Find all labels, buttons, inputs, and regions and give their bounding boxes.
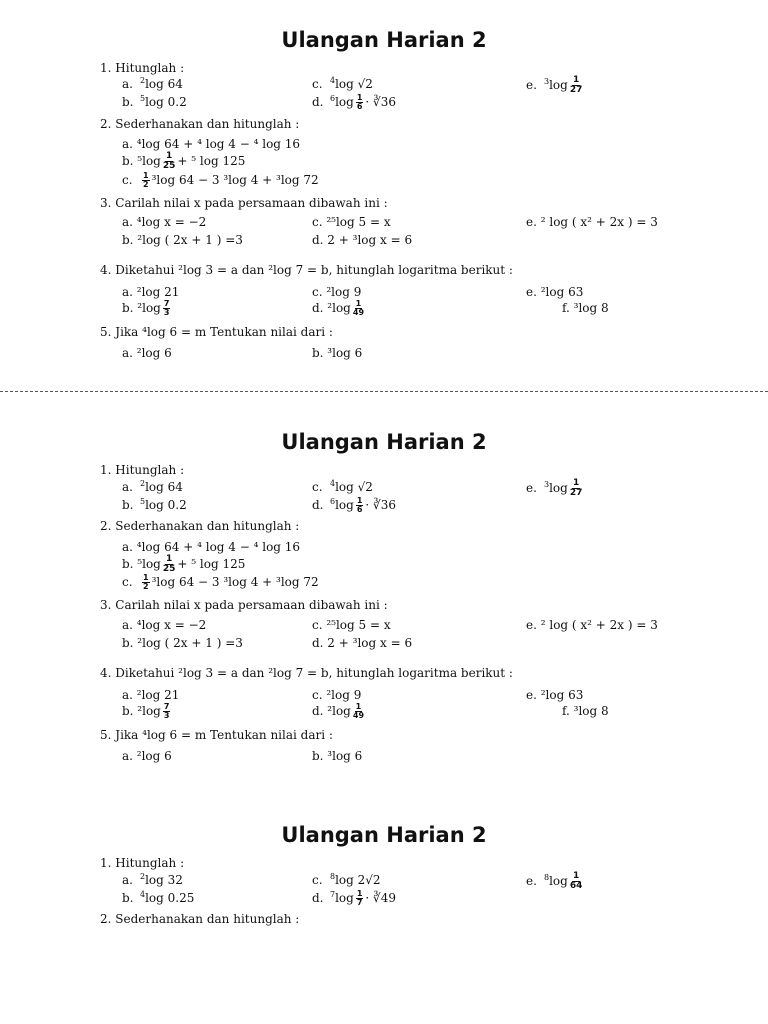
q3-item-c: c. ²⁵log 5 = x [312,215,391,229]
question-5-label: 5. Jika ⁴log 6 = m Tentukan nilai dari : [100,325,333,339]
q5-item-a: a. ²log 6 [122,346,172,360]
q4-item-a: a. ²log 21 [122,285,180,299]
q4-item-d: d. ²log $\frac{1}{49}$ [312,702,365,720]
q1-item-e: e. $^8$log $\frac{1}{64}$ [526,871,583,891]
q3-item-e: e. ² log ( x² + 2x ) = 3 [526,618,658,632]
q4-item-e: e. ²log 63 [526,688,584,702]
question-4-label: 4. Diketahui ²log 3 = a dan ²log 7 = b, hitunglah logaritma berikut : [100,263,513,277]
q3-item-e: e. ² log ( x² + 2x ) = 3 [526,215,658,229]
q5-item-a: a. ²log 6 [122,749,172,763]
q1-item-c: c. $^4$log √2 [312,76,373,91]
q2-item-b: b. ⁵log $\frac{1}{25}$ + ⁵ log 125 [122,554,246,574]
q1-item-c: c. $^4$log √2 [312,479,373,494]
question-3-label: 3. Carilah nilai x pada persamaan dibawah ini : [100,598,388,612]
sheet-title: Ulangan Harian 2 [281,430,487,454]
q1-item-d: d. $^6$log $\frac{1}{6}$ · ∛36 [312,93,396,111]
q3-item-d: d. 2 + ³log x = 6 [312,233,413,247]
q1-item-a: a. $^2$log 32 [122,872,183,887]
question-1-label: 1. Hitunglah : [100,61,185,75]
q1-item-e: e. $^3$log $\frac{1}{27}$ [526,75,583,95]
q2-item-c: c. $\frac{1}{2}$ ³log 64 − 3 ³log 4 + ³log 72 [122,171,319,189]
q1-item-c: c. $^8$log 2√2 [312,872,381,887]
q1-item-d: d. $^6$log $\frac{1}{6}$ · ∛36 [312,496,396,514]
q1-item-b: b. $^5$log 0.2 [122,94,187,109]
question-2-label: 2. Sederhanakan dan hitunglah : [100,117,300,131]
q4-item-b: b. ²log $\frac{7}{3}$ [122,299,170,317]
q4-item-b: b. ²log $\frac{7}{3}$ [122,702,170,720]
q3-item-a: a. ⁴log x = −2 [122,215,207,229]
q1-item-e: e. $^3$log $\frac{1}{27}$ [526,478,583,498]
q1-item-a: a. $^2$log 64 [122,76,183,91]
q4-item-c: c. ²log 9 [312,688,362,702]
q3-item-c: c. ²⁵log 5 = x [312,618,391,632]
question-3-label: 3. Carilah nilai x pada persamaan dibawah ini : [100,196,388,210]
question-4-label: 4. Diketahui ²log 3 = a dan ²log 7 = b, hitunglah logaritma berikut : [100,666,513,680]
q4-item-f: f. ³log 8 [562,704,609,718]
q2-item-b: b. ⁵log $\frac{1}{25}$ + ⁵ log 125 [122,151,246,171]
q1-item-d: d. $^7$log $\frac{1}{7}$ · ∛49 [312,889,396,907]
q3-item-b: b. ²log ( 2x + 1 ) =3 [122,636,243,650]
q5-item-b: b. ³log 6 [312,346,363,360]
question-2-label: 2. Sederhanakan dan hitunglah : [100,519,300,533]
q4-item-c: c. ²log 9 [312,285,362,299]
q1-item-b: b. $^4$log 0.25 [122,890,195,905]
q2-item-c: c. $\frac{1}{2}$ ³log 64 − 3 ³log 4 + ³log 72 [122,573,319,591]
q3-item-d: d. 2 + ³log x = 6 [312,636,413,650]
cut-line [0,391,768,392]
q4-item-d: d. ²log $\frac{1}{49}$ [312,299,365,317]
q4-item-f: f. ³log 8 [562,301,609,315]
sheet-title: Ulangan Harian 2 [281,28,487,52]
question-2-label: 2. Sederhanakan dan hitunglah : [100,912,300,926]
q2-item-a: a. ⁴log 64 + ⁴ log 4 − ⁴ log 16 [122,540,301,554]
q4-item-a: a. ²log 21 [122,688,180,702]
q4-item-e: e. ²log 63 [526,285,584,299]
question-1-label: 1. Hitunglah : [100,463,185,477]
q3-item-b: b. ²log ( 2x + 1 ) =3 [122,233,243,247]
question-1-label: 1. Hitunglah : [100,856,185,870]
q1-item-a: a. $^2$log 64 [122,479,183,494]
sheet-title: Ulangan Harian 2 [281,823,487,847]
q3-item-a: a. ⁴log x = −2 [122,618,207,632]
q5-item-b: b. ³log 6 [312,749,363,763]
q1-item-b: b. $^5$log 0.2 [122,497,187,512]
question-5-label: 5. Jika ⁴log 6 = m Tentukan nilai dari : [100,728,333,742]
q2-item-a: a. ⁴log 64 + ⁴ log 4 − ⁴ log 16 [122,137,301,151]
